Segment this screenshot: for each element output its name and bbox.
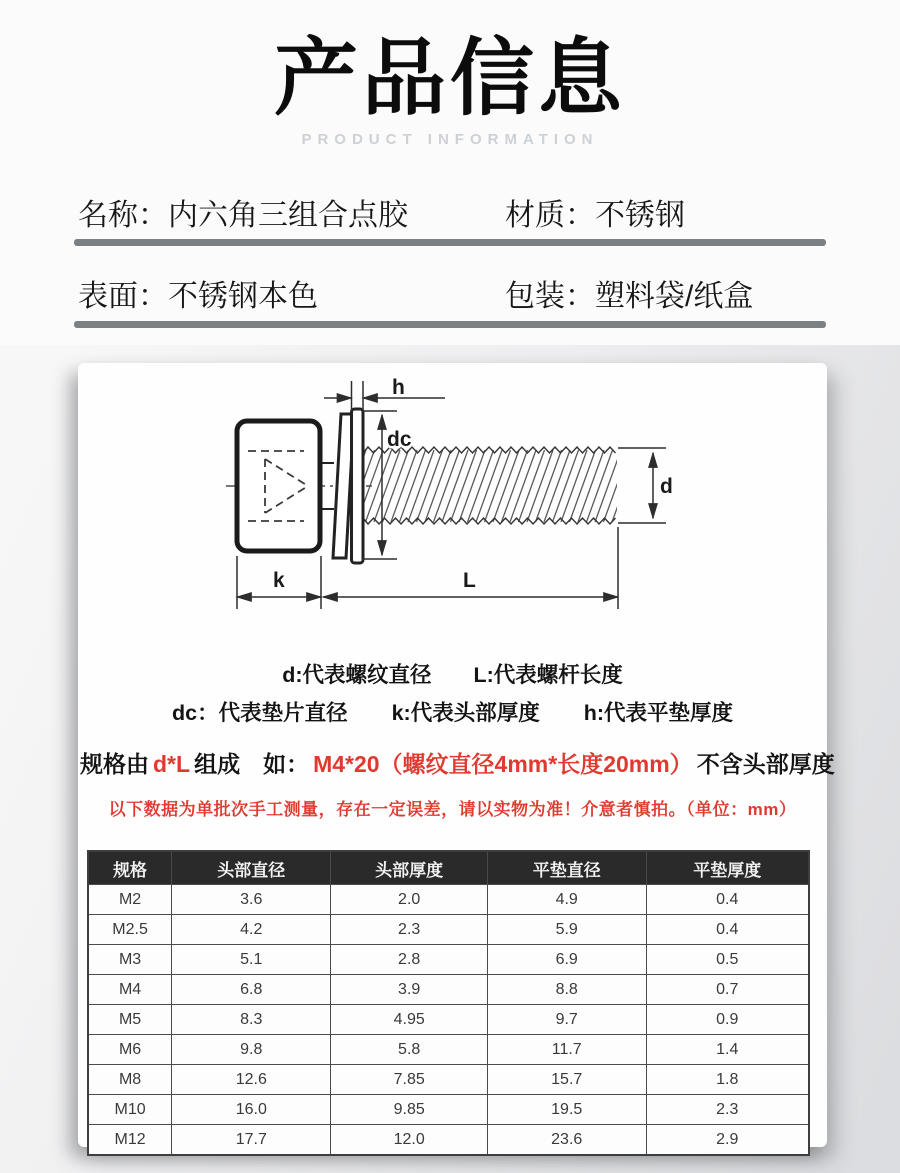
table-cell: M8 xyxy=(88,1065,172,1095)
spec-material: 材质：不锈钢 xyxy=(505,199,685,232)
column-header: 平垫直径 xyxy=(487,851,646,885)
table-cell: 9.8 xyxy=(172,1035,331,1065)
spec-surface: 表面：不锈钢本色 xyxy=(78,280,318,313)
table-row xyxy=(88,945,809,975)
table-cell: 12.6 xyxy=(172,1065,331,1095)
table-row xyxy=(88,1125,809,1156)
table-cell: 17.7 xyxy=(172,1125,331,1156)
column-header: 头部直径 xyxy=(172,851,331,885)
table-cell: 2.3 xyxy=(646,1095,809,1125)
column-header: 平垫厚度 xyxy=(646,851,809,885)
table-cell: 1.8 xyxy=(646,1065,809,1095)
table-cell: 6.9 xyxy=(487,945,646,975)
spec-table-head-row xyxy=(88,851,809,885)
size-table-wrap xyxy=(87,850,810,1156)
table-cell: 5.9 xyxy=(487,915,646,945)
size-table xyxy=(87,850,810,1156)
table-cell: M3 xyxy=(88,945,172,975)
table-cell: M2 xyxy=(88,885,172,915)
table-cell: M2.5 xyxy=(88,915,172,945)
table-cell: 0.4 xyxy=(646,885,809,915)
table-cell: 23.6 xyxy=(487,1125,646,1156)
format-part-red: d*L xyxy=(153,751,191,777)
table-cell: 2.0 xyxy=(331,885,487,915)
format-part: 组成 如： xyxy=(194,751,310,777)
legend-dc: dc：代表垫片直径 xyxy=(172,701,348,725)
table-cell: 1.4 xyxy=(646,1035,809,1065)
flat-washer xyxy=(352,409,364,563)
dim-d xyxy=(618,448,666,523)
table-cell: 4.9 xyxy=(487,885,646,915)
table-cell: 8.8 xyxy=(487,975,646,1005)
format-part: 不含头部厚度 xyxy=(696,751,835,777)
table-cell: 2.3 xyxy=(331,915,487,945)
table-cell: 11.7 xyxy=(487,1035,646,1065)
table-row xyxy=(88,975,809,1005)
table-cell: 16.0 xyxy=(172,1095,331,1125)
table-row xyxy=(88,885,809,915)
table-cell: 5.1 xyxy=(172,945,331,975)
divider-bar xyxy=(74,321,826,328)
spec-format-note xyxy=(78,746,835,779)
page-subtitle: PRODUCT INFORMATION xyxy=(301,131,599,148)
table-cell: 2.8 xyxy=(331,945,487,975)
table-cell: 9.85 xyxy=(331,1095,487,1125)
table-cell: 2.9 xyxy=(646,1125,809,1156)
table-cell: 9.7 xyxy=(487,1005,646,1035)
table-row xyxy=(88,915,809,945)
table-cell: 15.7 xyxy=(487,1065,646,1095)
table-cell: M6 xyxy=(88,1035,172,1065)
legend-h: h:代表平垫厚度 xyxy=(583,701,733,725)
table-cell: 4.95 xyxy=(331,1005,487,1035)
table-cell: 3.9 xyxy=(331,975,487,1005)
legend-k: k:代表头部厚度 xyxy=(391,701,540,725)
table-row xyxy=(88,1095,809,1125)
legend-line-1 xyxy=(78,658,827,689)
table-cell: 4.2 xyxy=(172,915,331,945)
divider-bar xyxy=(74,239,826,246)
table-cell: 0.5 xyxy=(646,945,809,975)
page-title: 产品信息 xyxy=(273,31,626,125)
dim-label-L: L xyxy=(463,569,476,592)
table-cell: M12 xyxy=(88,1125,172,1156)
table-cell: M4 xyxy=(88,975,172,1005)
table-cell: 8.3 xyxy=(172,1005,331,1035)
thread-hatching xyxy=(340,447,638,524)
product-detail-card xyxy=(78,363,835,1148)
column-header: 规格 xyxy=(88,851,172,885)
screw-head xyxy=(237,421,320,551)
dim-label-h: h xyxy=(392,376,405,399)
table-cell: 5.8 xyxy=(331,1035,487,1065)
table-cell: 7.85 xyxy=(331,1065,487,1095)
table-cell: 0.9 xyxy=(646,1005,809,1035)
dim-label-k: k xyxy=(273,569,285,592)
dim-label-dc: dc xyxy=(387,428,412,451)
dim-label-d: d xyxy=(660,475,673,498)
table-cell: M5 xyxy=(88,1005,172,1035)
table-cell: M10 xyxy=(88,1095,172,1125)
spec-table-body xyxy=(88,885,809,1156)
column-header: 头部厚度 xyxy=(331,851,487,885)
measurement-disclaimer: 以下数据为单批次手工测量，存在一定误差，请以实物为准！介意者慎拍。（单位：mm） xyxy=(108,800,797,819)
table-cell: 12.0 xyxy=(331,1125,487,1156)
table-cell: 0.4 xyxy=(646,915,809,945)
dim-h xyxy=(324,381,445,411)
legend-L: L:代表螺杆长度 xyxy=(473,663,623,687)
table-cell: 19.5 xyxy=(487,1095,646,1125)
table-row xyxy=(88,1005,809,1035)
legend-d: d:代表螺纹直径 xyxy=(282,663,432,687)
table-cell: 6.8 xyxy=(172,975,331,1005)
table-row xyxy=(88,1035,809,1065)
spec-name: 名称：内六角三组合点胶 xyxy=(78,199,408,232)
legend-line-2 xyxy=(78,696,827,727)
format-part-red: M4*20（螺纹直径4mm*长度20mm） xyxy=(313,751,693,777)
table-row xyxy=(88,1065,809,1095)
table-cell: 3.6 xyxy=(172,885,331,915)
format-part: 规格由 xyxy=(80,751,149,777)
table-cell: 0.7 xyxy=(646,975,809,1005)
spec-package: 包装：塑料袋/纸盒 xyxy=(505,280,754,313)
screw-technical-diagram xyxy=(100,371,800,621)
